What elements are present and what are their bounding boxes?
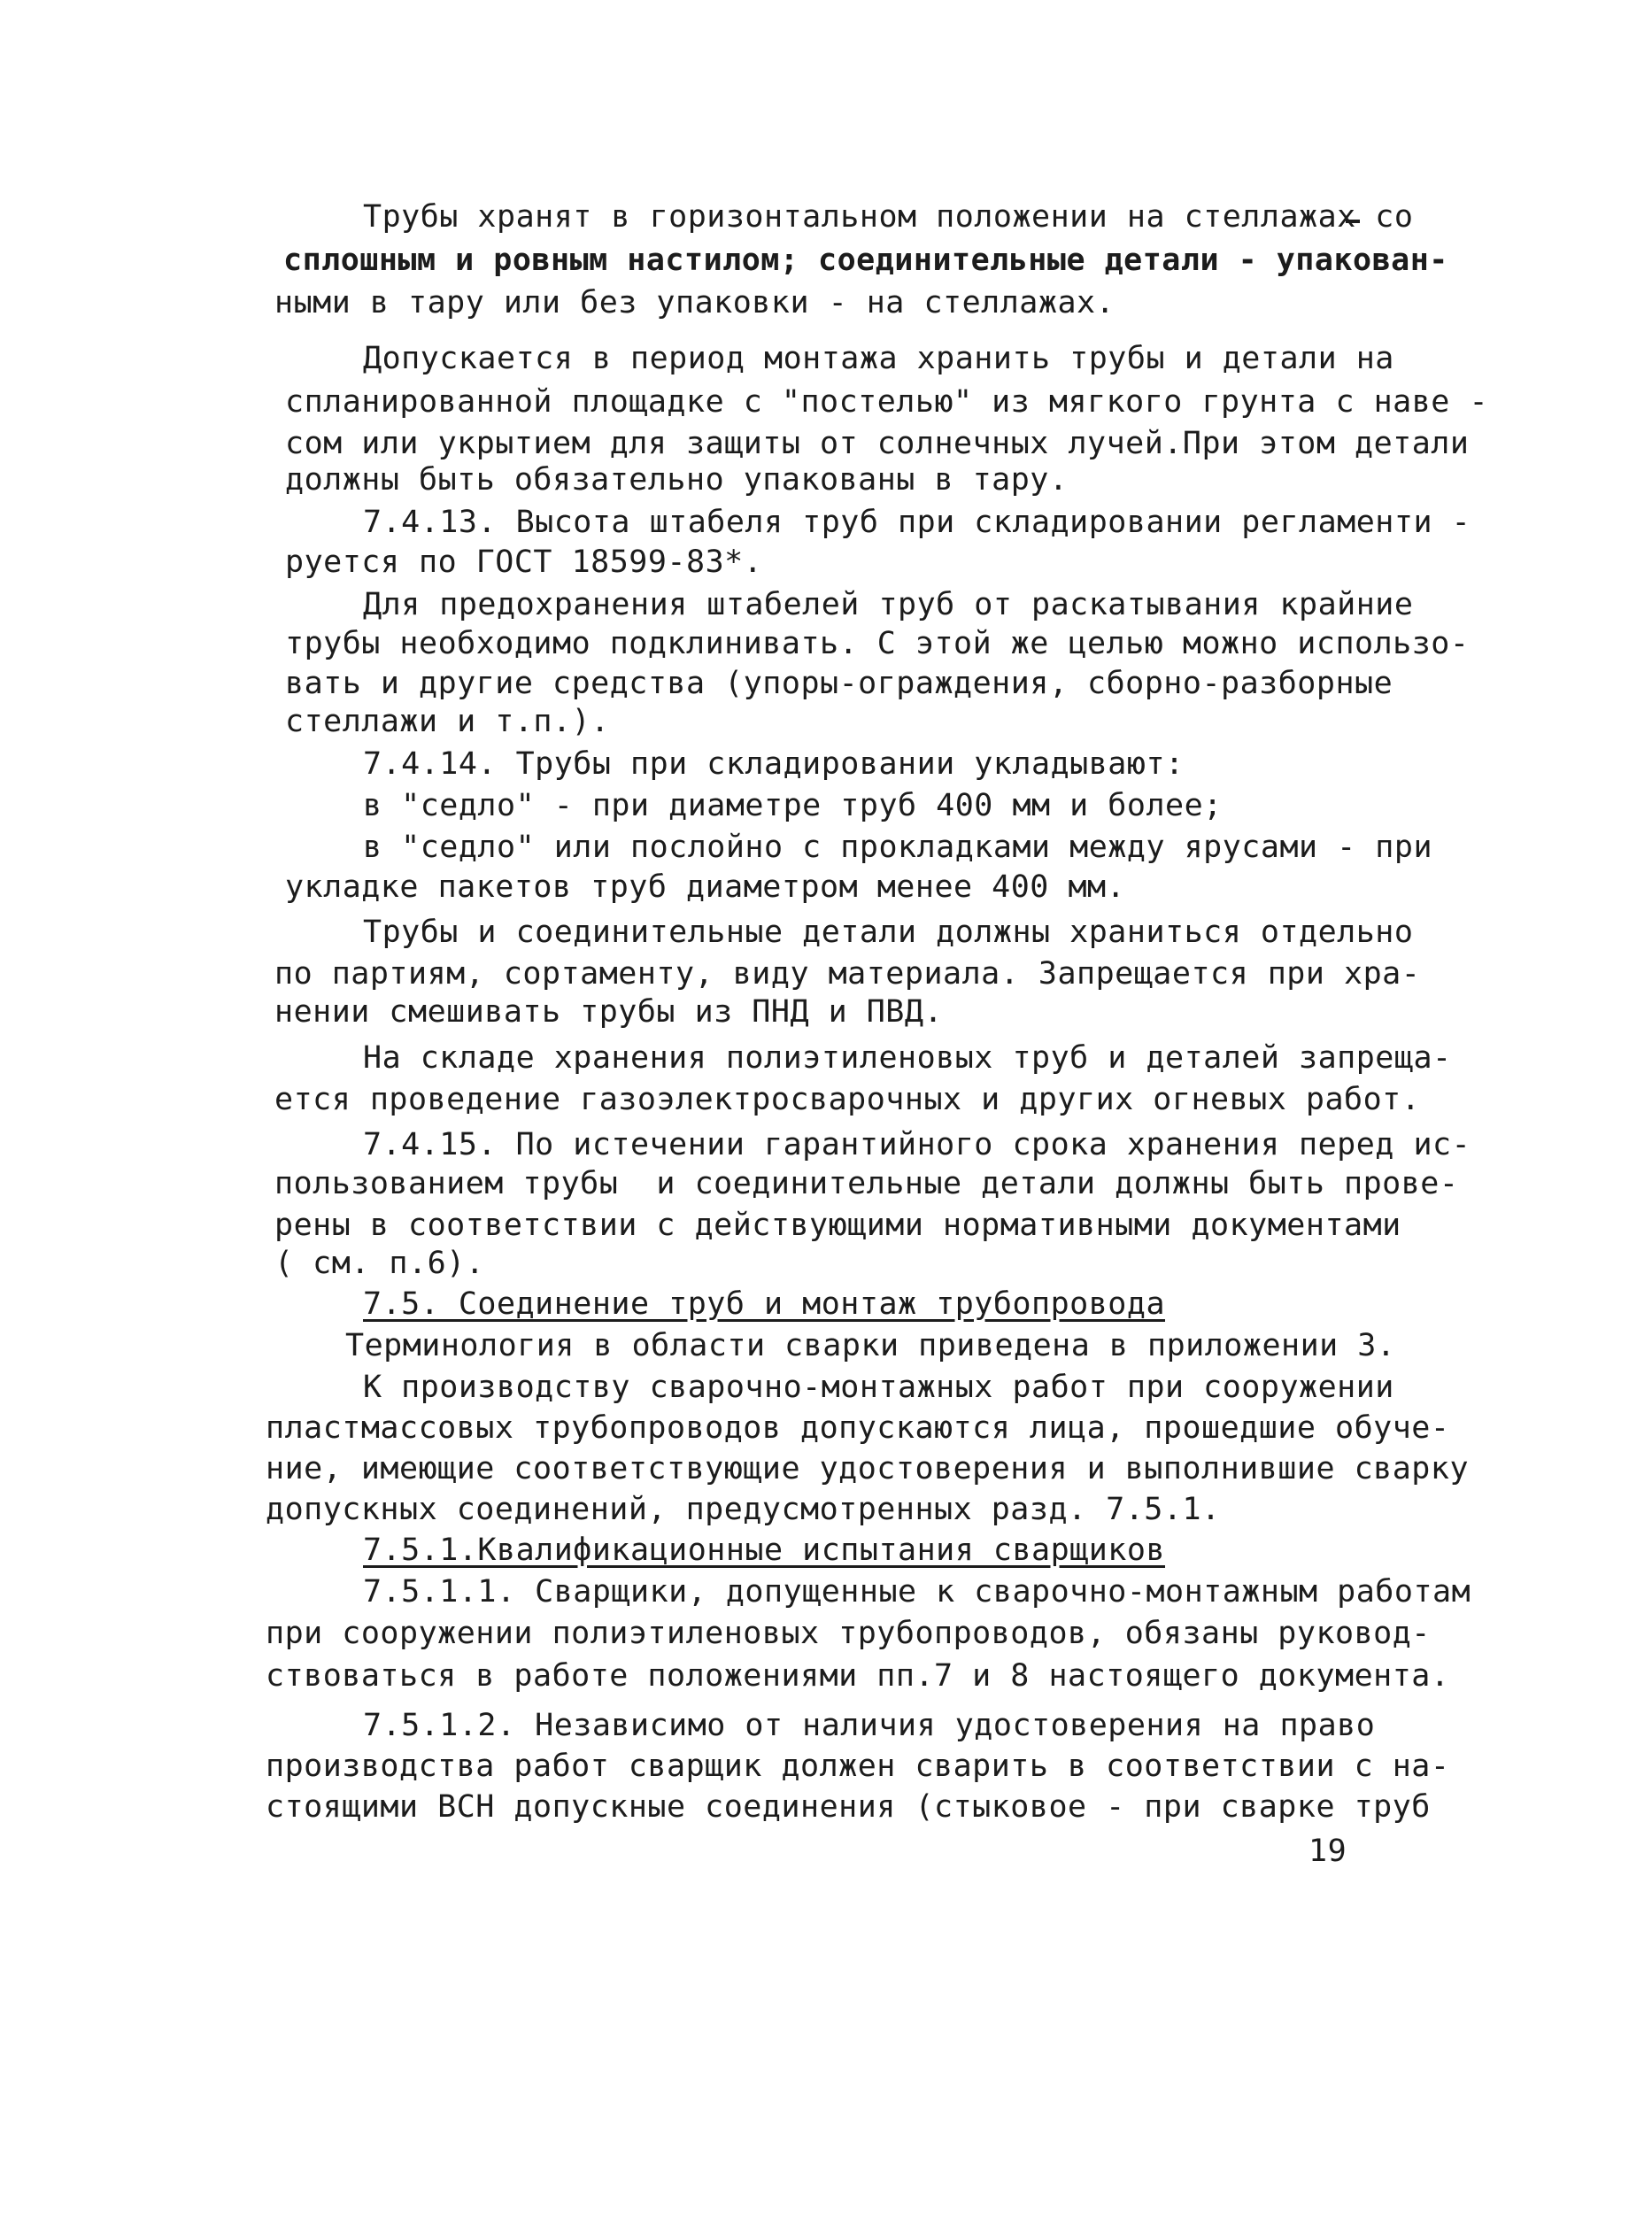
- page-number: 19: [1308, 1834, 1347, 1869]
- text-line: укладке пакетов труб диаметром менее 400 мм.: [285, 869, 1126, 905]
- section-heading: 7.5. Соединение труб и монтаж трубопровода: [363, 1286, 1166, 1322]
- text-line: ствоваться в работе положениями пп.7 и 8 настоящего документа.: [266, 1658, 1450, 1694]
- section-heading: 7.5.1.Квалификационные испытания сварщиков: [363, 1533, 1166, 1568]
- text-line: пользованием трубы и соединительные детали должны быть прове-: [274, 1166, 1459, 1201]
- text-line: в "седло" - при диаметре труб 400 мм и более;: [363, 788, 1223, 823]
- text-line: вать и другие средства (упоры-ограждения, сборно-разборные: [285, 666, 1393, 701]
- text-line: трубы необходимо подклинивать. С этой же целью можно использо-: [285, 626, 1470, 661]
- text-line: 7.4.14. Трубы при складировании укладывают:: [363, 746, 1185, 782]
- text-line: в "седло" или послойно с прокладками между ярусами - при: [363, 830, 1433, 865]
- text-line: 7.4.15. По истечении гарантийного срока хранения перед ис-: [363, 1127, 1471, 1162]
- text-line: ние, имеющие соответствующие удостоверения и выполнившие сварку: [266, 1451, 1470, 1486]
- text-line: Трубы и соединительные детали должны храниться отдельно: [363, 915, 1414, 950]
- text-line: нении смешивать трубы из ПНД и ПВД.: [274, 994, 944, 1030]
- text-line: 7.4.13. Высота штабеля труб при складировании регламенти -: [363, 505, 1471, 540]
- text-line: стоящими ВСН допускные соединения (стыковое - при сварке труб: [266, 1789, 1431, 1825]
- text-line: спланированной площадке с "постелью" из мягкого грунта с наве -: [285, 384, 1489, 420]
- text-line: рены в соответствии с действующими нормативными документами: [274, 1208, 1401, 1243]
- text-line: Терминология в области сварки приведена в приложении 3.: [345, 1328, 1396, 1363]
- text-line: На складе хранения полиэтиленовых труб и деталей запреща-: [363, 1040, 1452, 1076]
- text-line: Допускается в период монтажа хранить трубы и детали на: [363, 341, 1394, 376]
- text-line: должны быть обязательно упакованы в тару.: [285, 462, 1069, 498]
- text-line: ( см. п.6).: [274, 1246, 485, 1281]
- text-line: К производству сварочно-монтажных работ при сооружении: [363, 1370, 1394, 1405]
- text-line: при сооружении полиэтиленовых трубопроводов, обязаны руковод-: [266, 1616, 1431, 1651]
- text-line: Трубы хранят в горизонтальном положении на стеллажах со: [363, 199, 1414, 235]
- text-line: ными в тару или без упаковки - на стеллажах.: [274, 285, 1115, 320]
- text-line: 7.5.1.2. Независимо от наличия удостоверения на право: [363, 1708, 1376, 1743]
- text-line: сом или укрытием для защиты от солнечных лучей.При этом детали: [285, 426, 1470, 461]
- text-line: допускных соединений, предусмотренных разд. 7.5.1.: [266, 1492, 1221, 1527]
- text-line: руется по ГОСТ 18599-83*.: [285, 544, 763, 580]
- text-line: по партиям, сортаменту, виду материала. Запрещается при хра-: [274, 956, 1421, 992]
- text-line: производства работ сварщик должен сварить в соответствии с на-: [266, 1749, 1450, 1784]
- text-line: ется проведение газоэлектросварочных и других огневых работ.: [274, 1082, 1421, 1117]
- text-line: Для предохранения штабелей труб от раскатывания крайние: [363, 587, 1414, 622]
- text-line: пластмассовых трубопроводов допускаются лица, прошедшие обуче-: [266, 1410, 1450, 1446]
- text-line: стеллажи и т.п.).: [285, 704, 610, 739]
- text-line: 7.5.1.1. Сварщики, допущенные к сварочно-монтажным работам: [363, 1574, 1471, 1610]
- text-line: сплошным и ровным настилом; соединительные детали - упакован-: [283, 243, 1448, 278]
